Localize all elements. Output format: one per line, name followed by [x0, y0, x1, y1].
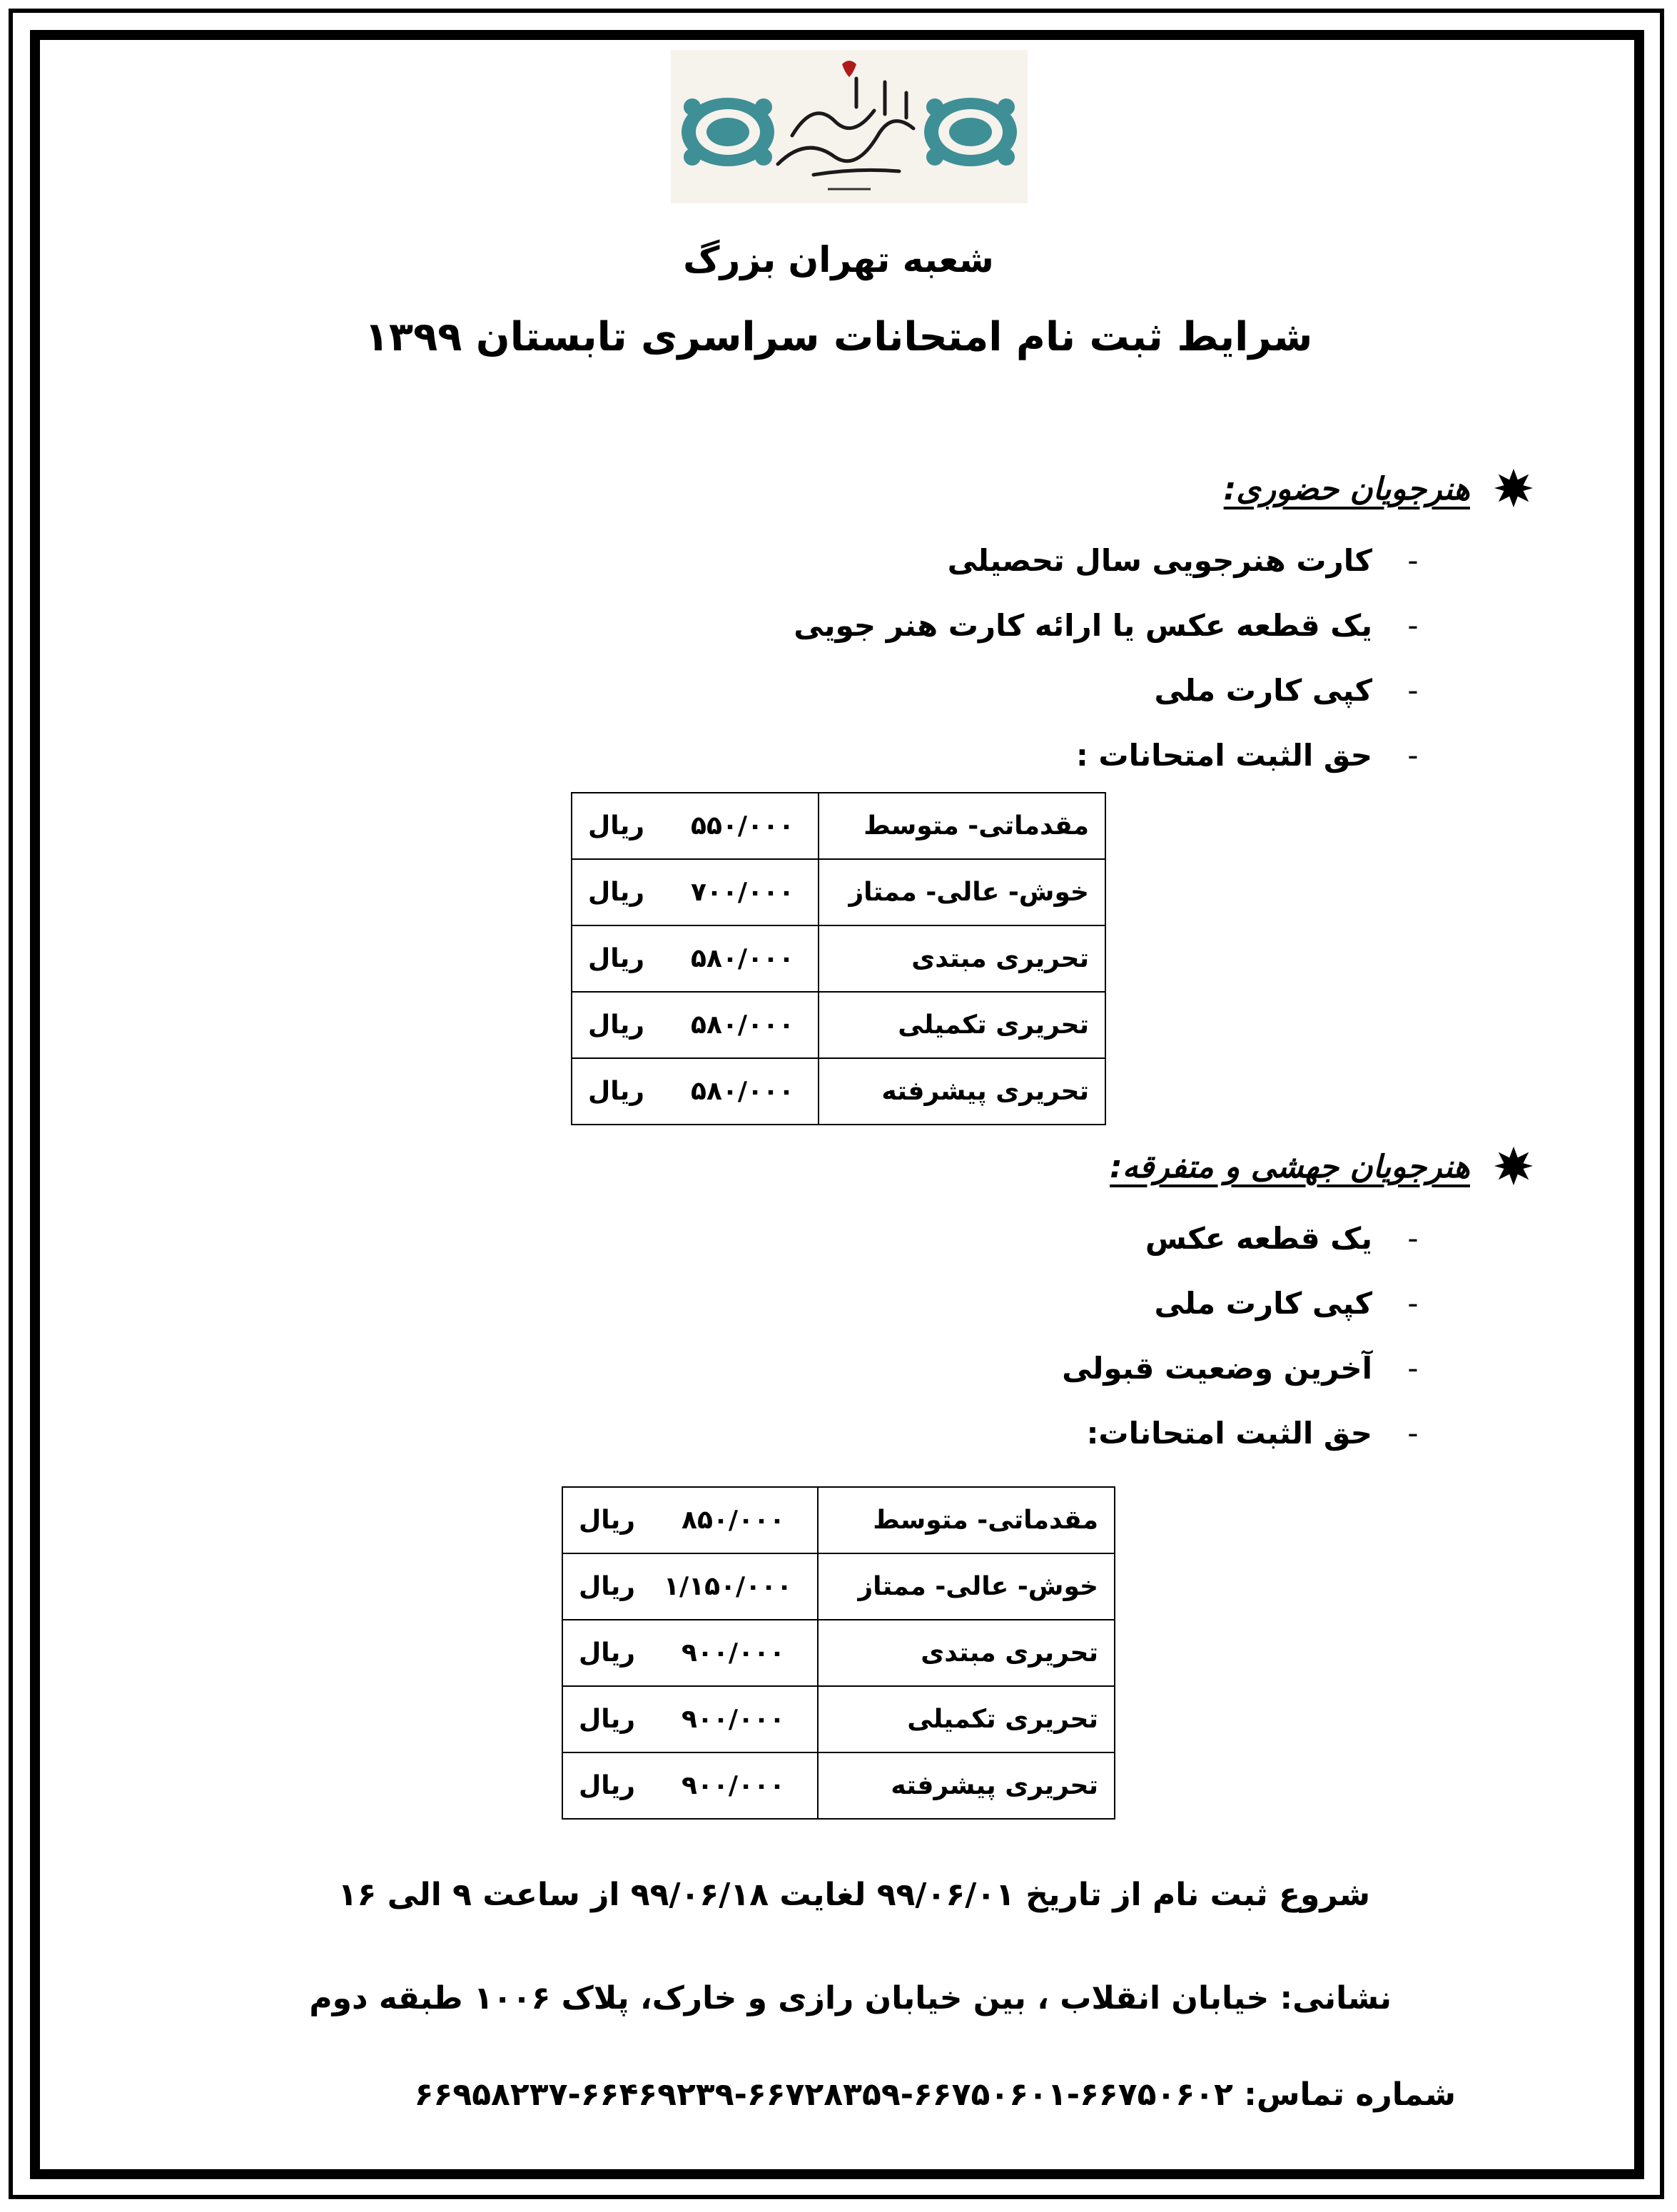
jump-fees-table: [562, 1486, 1115, 1820]
jump-requirements: [1062, 1206, 1424, 1466]
dash-bullet: -: [1407, 1416, 1419, 1451]
level-cell: مقدماتی- متوسط: [818, 1487, 1115, 1553]
list-item: - آخرین وضعیت قبولی: [1062, 1336, 1424, 1401]
level-cell: خوش- عالی- ممتاز: [819, 859, 1105, 925]
fee-cell: ۷۰۰/۰۰۰ریال: [572, 859, 819, 925]
logo-graphic: [671, 50, 1028, 203]
list-item: - کپی کارت ملی: [1062, 1271, 1424, 1336]
level-cell: تحریری مبتدی: [819, 925, 1105, 992]
dash-bullet: -: [1407, 1221, 1419, 1256]
fee-cell: ۱/۱۵۰/۰۰۰ریال: [562, 1553, 818, 1620]
level-cell: مقدماتی- متوسط: [819, 793, 1105, 859]
fee-cell: ۹۰۰/۰۰۰ریال: [562, 1620, 818, 1686]
dash-bullet: -: [1407, 543, 1419, 578]
level-cell: تحریری پیشرفته: [819, 1058, 1105, 1125]
in-person-fees-table: [571, 792, 1106, 1125]
level-cell: تحریری مبتدی: [818, 1620, 1115, 1686]
fee-cell: ۸۵۰/۰۰۰ریال: [562, 1487, 818, 1553]
phone-numbers: شماره تماس: ۶۶۷۵۰۶۰۲-۶۶۷۵۰۶۰۱-۶۶۷۲۸۳۵۹-۶۶۴۶۹۲۳۹-۶۶۹۵۸۲۳۷: [414, 2076, 1456, 2113]
list-item: - کارت هنرجویی سال تحصیلی: [794, 528, 1424, 593]
fee-cell: ۹۰۰/۰۰۰ریال: [562, 1686, 818, 1752]
level-cell: تحریری پیشرفته: [818, 1752, 1115, 1819]
table-row: [562, 1553, 1115, 1620]
address-line: نشانی: خیابان انقلاب ، بین خیابان رازی و خارک، پلاک ۱۰۰۶ طبقه دوم: [309, 1980, 1392, 2016]
list-item: - حق الثبت امتحانات :: [794, 723, 1424, 788]
fee-cell: ۵۸۰/۰۰۰ریال: [572, 1058, 819, 1125]
list-item: - حق الثبت امتحانات:: [1062, 1401, 1424, 1466]
fee-cell: ۵۵۰/۰۰۰ریال: [572, 793, 819, 859]
dash-bullet: -: [1407, 673, 1419, 708]
level-cell: تحریری تکمیلی: [819, 992, 1105, 1058]
table-row: [562, 1686, 1115, 1752]
association-logo: [671, 50, 1028, 203]
level-cell: تحریری تکمیلی: [818, 1686, 1115, 1752]
dash-bullet: -: [1407, 738, 1419, 773]
branch-heading: شعبه تهران بزرگ: [683, 239, 994, 280]
table-row: [572, 992, 1105, 1058]
fee-cell: ۹۰۰/۰۰۰ریال: [562, 1752, 818, 1819]
table-row: [572, 925, 1105, 992]
table-row: [572, 859, 1105, 925]
dash-bullet: -: [1407, 608, 1419, 643]
dash-bullet: -: [1407, 1286, 1419, 1321]
registration-dates: شروع ثبت نام از تاریخ ۹۹/۰۶/۰۱ لغایت ۹۹/۰۶/۱۸ از ساعت ۹ الی ۱۶: [338, 1877, 1370, 1913]
page-title: شرایط ثبت نام امتحانات سراسری تابستان ۱۳۹۹: [364, 314, 1313, 360]
table-row: [572, 1058, 1105, 1125]
list-item: - کپی کارت ملی: [794, 658, 1424, 723]
table-row: [562, 1752, 1115, 1819]
fee-cell: ۵۸۰/۰۰۰ریال: [572, 992, 819, 1058]
star-bullet-icon: [1493, 1145, 1534, 1187]
list-item: - یک قطعه عکس: [1062, 1206, 1424, 1271]
star-bullet-icon: [1493, 467, 1534, 509]
jump-section-title: هنرجویان جهشی و متفرقه:: [1110, 1149, 1470, 1185]
table-row: [562, 1620, 1115, 1686]
level-cell: خوش- عالی- ممتاز: [818, 1553, 1115, 1620]
in-person-section-title: هنرجویان حضوری:: [1223, 471, 1470, 507]
table-row: [572, 793, 1105, 859]
table-row: [562, 1487, 1115, 1553]
in-person-requirements: [794, 528, 1424, 788]
fee-cell: ۵۸۰/۰۰۰ریال: [572, 925, 819, 992]
dash-bullet: -: [1407, 1351, 1419, 1386]
list-item: - یک قطعه عکس یا ارائه کارت هنر جویی: [794, 593, 1424, 658]
